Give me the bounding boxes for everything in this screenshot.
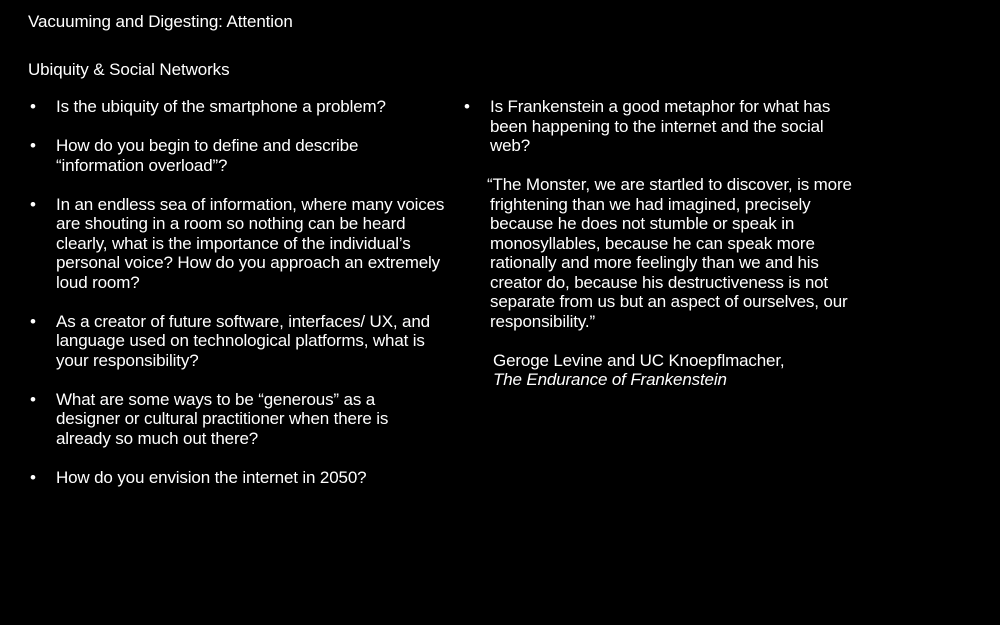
bullet-icon: • [30,467,36,487]
question-text: Is the ubiquity of the smartphone a problem? [56,97,386,116]
bullet-icon: • [30,136,36,155]
right-question-list [462,97,862,156]
left-question-list [28,97,445,487]
list-item [462,97,850,156]
list-item [28,195,461,293]
question-text: As a creator of future software, interfaces/ UX, and language used on technological platforms, what is your responsibility? [56,311,430,370]
list-item [28,312,434,371]
quote-text: “The Monster, we are startled to discover, is more frightening than we had imagined, precisely because he does not stumble or speak in monosyllables, because he can speak more rationally and more feelingly than we and his creator do, because his destructiveness is not separate from us but an aspect of ourselves, our responsibility.” [487,175,852,331]
bullet-icon: • [30,194,36,214]
quote-source-title: The Endurance of Frankenstein [493,370,727,389]
question-text: How do you begin to define and describe “information overload”? [56,136,359,175]
quote-author: Geroge Levine and UC Knoepflmacher, [493,350,785,370]
quote-attribution [462,351,862,390]
bullet-icon: • [30,311,36,331]
question-text: What are some ways to be “generous” as a designer or cultural practitioner when there is already so much out there? [56,389,389,448]
section-subtitle: Ubiquity & Social Networks [28,60,230,79]
bullet-icon: • [464,97,470,116]
right-column [462,97,862,390]
left-column [28,97,445,507]
question-text: Is Frankenstein a good metaphor for what has been happening to the internet and the social web? [490,97,831,155]
list-item [28,468,440,488]
list-item [28,136,418,175]
bullet-icon: • [30,97,36,116]
question-text: In an endless sea of information, where many voices are shouting in a room so nothing can be heard clearly, what is the importance of the individual’s personal voice? How do you approach an extremely loud room? [56,194,445,292]
list-item [28,390,440,449]
block-quote [462,175,852,331]
list-item [28,97,440,117]
slide-title: Vacuuming and Digesting: Attention [28,12,293,31]
bullet-icon: • [30,389,36,409]
question-text: How do you envision the internet in 2050? [56,467,367,487]
